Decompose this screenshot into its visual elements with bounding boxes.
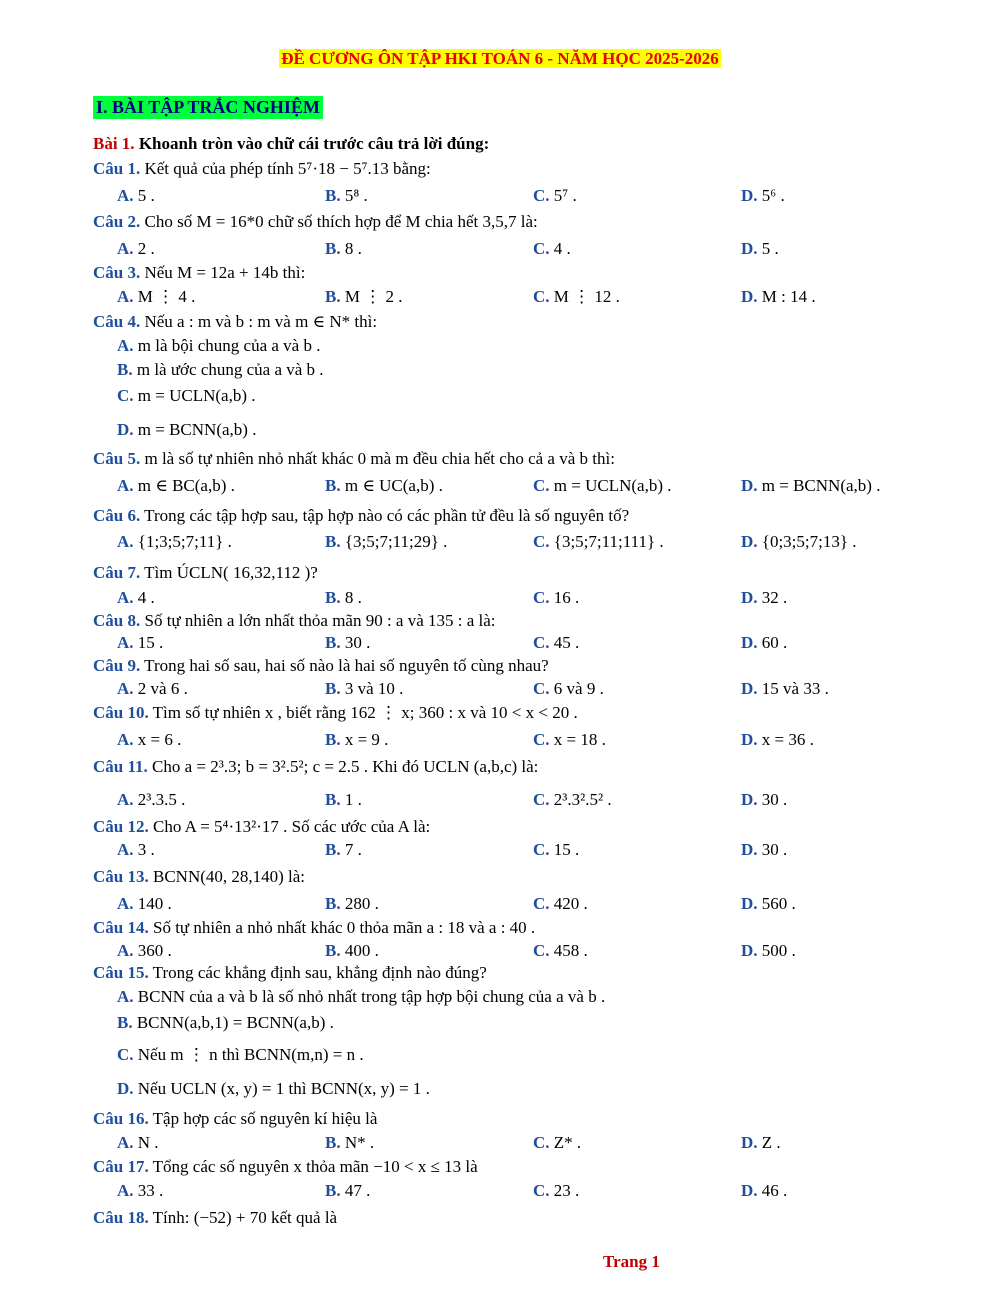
option-text: M ⋮ 2 . — [340, 287, 403, 306]
option-key: C. — [117, 386, 134, 405]
question-text: Cho số M = 16*0 chữ số thích hợp để M chia hết 3,5,7 là: — [140, 212, 538, 231]
option-text: Nếu m ⋮ n thì BCNN(m,n) = n . — [133, 1045, 364, 1064]
question-text: Số tự nhiên a nhỏ nhất khác 0 thỏa mãn a : 18 và a : 40 . — [148, 918, 536, 937]
option-text: 8 . — [340, 239, 362, 258]
option-key: C. — [533, 287, 550, 306]
option-c — [117, 385, 256, 407]
question-text: Tính: (−52) + 70 kết quả là — [148, 1208, 338, 1227]
section-heading: I. BÀI TẬP TRẮC NGHIỆM — [93, 96, 323, 119]
option-c — [533, 839, 579, 861]
option-key: A. — [117, 588, 134, 607]
option-key: B. — [325, 941, 341, 960]
option-text: M ⋮ 12 . — [549, 287, 620, 306]
option-a — [117, 940, 172, 962]
option-a — [117, 185, 155, 207]
option-key: A. — [117, 336, 134, 355]
option-text: 458 . — [549, 941, 588, 960]
question-label: Câu 4. — [93, 312, 141, 331]
option-a — [117, 789, 185, 811]
question-11 — [93, 756, 538, 778]
option-text: m = UCLN(a,b) . — [133, 386, 256, 405]
option-text: 2 và 6 . — [133, 679, 188, 698]
option-key: C. — [533, 186, 550, 205]
option-a — [117, 893, 172, 915]
option-text: 47 . — [340, 1181, 371, 1200]
option-b — [325, 238, 362, 260]
option-text: N* . — [340, 1133, 375, 1152]
question-text: Cho a = 2³.3; b = 3².5²; c = 2.5 . Khi đó UCLN (a,b,c) là: — [147, 757, 539, 776]
question-4 — [93, 311, 377, 333]
option-b — [117, 359, 324, 381]
option-text: 500 . — [757, 941, 796, 960]
option-b — [325, 185, 368, 207]
option-d — [741, 1132, 781, 1154]
option-text: {1;3;5;7;11} . — [133, 532, 232, 551]
option-text: m = UCLN(a,b) . — [549, 476, 672, 495]
option-text: 8 . — [340, 588, 362, 607]
option-text: 4 . — [549, 239, 571, 258]
option-key: A. — [117, 894, 134, 913]
option-key: A. — [117, 1133, 134, 1152]
option-d — [741, 678, 829, 700]
question-label: Câu 12. — [93, 817, 149, 836]
option-key: C. — [533, 588, 550, 607]
option-text: 5⁷ . — [549, 186, 577, 205]
question-10 — [93, 702, 578, 724]
question-12 — [93, 816, 430, 838]
option-d — [741, 286, 816, 308]
option-c — [533, 531, 664, 553]
option-text: 560 . — [757, 894, 796, 913]
option-key: B. — [325, 633, 341, 652]
question-text: Trong các khẳng định sau, khẳng định nào đúng? — [148, 963, 487, 982]
option-key: C. — [117, 1045, 134, 1064]
option-key: D. — [741, 894, 758, 913]
option-text: m = BCNN(a,b) . — [133, 420, 257, 439]
option-b — [325, 1180, 370, 1202]
question-text: Cho A = 5⁴·13²·17 . Số các ước của A là: — [148, 817, 431, 836]
option-key: D. — [741, 239, 758, 258]
option-key: D. — [741, 476, 758, 495]
option-key: D. — [741, 186, 758, 205]
question-2 — [93, 211, 538, 233]
option-key: B. — [325, 239, 341, 258]
option-b — [325, 940, 379, 962]
option-d — [741, 531, 857, 553]
option-key: D. — [741, 840, 758, 859]
option-d — [741, 893, 796, 915]
option-key: D. — [741, 730, 758, 749]
option-c — [533, 729, 606, 751]
option-key: D. — [741, 633, 758, 652]
option-key: D. — [741, 1133, 758, 1152]
option-key: C. — [533, 679, 550, 698]
option-c — [533, 475, 672, 497]
option-key: D. — [741, 790, 758, 809]
option-c — [533, 185, 577, 207]
option-b — [325, 286, 402, 308]
option-b — [325, 789, 362, 811]
page-number: Trang 1 — [603, 1252, 660, 1271]
question-label: Câu 2. — [93, 212, 141, 231]
question-label: Câu 8. — [93, 611, 141, 630]
option-d — [741, 1180, 787, 1202]
question-label: Câu 5. — [93, 449, 141, 468]
option-b — [117, 1012, 334, 1034]
option-d — [741, 789, 787, 811]
option-b — [325, 1132, 374, 1154]
option-key: C. — [533, 894, 550, 913]
question-label: Câu 13. — [93, 867, 149, 886]
option-text: 5⁸ . — [340, 186, 368, 205]
question-label: Câu 10. — [93, 703, 149, 722]
option-key: D. — [117, 1079, 134, 1098]
option-key: B. — [325, 679, 341, 698]
option-text: 60 . — [757, 633, 788, 652]
option-text: 4 . — [133, 588, 155, 607]
option-key: B. — [325, 287, 341, 306]
option-a — [117, 475, 235, 497]
option-text: m ∈ UC(a,b) . — [340, 476, 443, 495]
question-18 — [93, 1207, 337, 1229]
option-c — [533, 1180, 579, 1202]
option-a — [117, 335, 320, 357]
option-key: C. — [533, 476, 550, 495]
option-key: A. — [117, 941, 134, 960]
question-6 — [93, 505, 629, 527]
option-a — [117, 729, 181, 751]
question-16 — [93, 1108, 377, 1130]
option-key: C. — [533, 1181, 550, 1200]
question-label: Câu 16. — [93, 1109, 149, 1128]
option-key: B. — [325, 532, 341, 551]
option-d — [741, 729, 814, 751]
option-a — [117, 986, 605, 1008]
option-a — [117, 587, 155, 609]
option-key: A. — [117, 1181, 134, 1200]
option-text: 32 . — [757, 588, 788, 607]
option-key: B. — [325, 1133, 341, 1152]
question-label: Câu 17. — [93, 1157, 149, 1176]
option-text: 2³.3.5 . — [133, 790, 186, 809]
option-c — [533, 587, 579, 609]
option-text: x = 18 . — [549, 730, 606, 749]
option-key: C. — [533, 1133, 550, 1152]
option-key: A. — [117, 730, 134, 749]
option-key: D. — [741, 588, 758, 607]
option-text: 400 . — [340, 941, 379, 960]
question-text: Kết quả của phép tính 5⁷·18 − 5⁷.13 bằng: — [140, 159, 431, 178]
option-d — [741, 475, 880, 497]
option-text: 15 . — [549, 840, 580, 859]
option-a — [117, 1180, 163, 1202]
option-key: B. — [325, 588, 341, 607]
option-text: M ⋮ 4 . — [133, 287, 196, 306]
option-a — [117, 678, 188, 700]
option-d — [741, 185, 785, 207]
option-text: 6 và 9 . — [549, 679, 604, 698]
option-text: 30 . — [340, 633, 371, 652]
question-label: Câu 7. — [93, 563, 141, 582]
option-key: B. — [325, 186, 341, 205]
option-text: Nếu UCLN (x, y) = 1 thì BCNN(x, y) = 1 . — [133, 1079, 430, 1098]
option-key: B. — [117, 360, 133, 379]
question-7 — [93, 562, 318, 584]
option-key: C. — [533, 239, 550, 258]
option-b — [325, 632, 370, 654]
option-key: C. — [533, 633, 550, 652]
option-c — [533, 632, 579, 654]
question-9 — [93, 655, 549, 677]
option-a — [117, 238, 155, 260]
option-d — [741, 632, 787, 654]
question-13 — [93, 866, 305, 888]
option-key: B. — [325, 1181, 341, 1200]
option-text: M : 14 . — [757, 287, 816, 306]
option-key: B. — [325, 730, 341, 749]
option-d — [117, 1078, 430, 1100]
question-label: Câu 9. — [93, 656, 141, 675]
option-b — [325, 729, 388, 751]
option-text: 7 . — [340, 840, 362, 859]
option-text: {3;5;7;11;29} . — [340, 532, 448, 551]
question-text: Tổng các số nguyên x thỏa mãn −10 < x ≤ 13 là — [148, 1157, 478, 1176]
option-c — [533, 789, 612, 811]
option-text: 3 . — [133, 840, 155, 859]
question-label: Câu 1. — [93, 159, 141, 178]
page-title-text: ĐỀ CƯƠNG ÔN TẬP HKI TOÁN 6 - NĂM HỌC 2025-2026 — [281, 49, 719, 68]
option-d — [117, 419, 256, 441]
page-title — [0, 49, 1000, 69]
option-key: A. — [117, 987, 134, 1006]
question-text: Trong các tập hợp sau, tập hợp nào có các phần tử đều là số nguyên tố? — [140, 506, 630, 525]
option-text: 15 . — [133, 633, 164, 652]
question-text: Tìm ÚCLN( 16,32,112 )? — [140, 563, 318, 582]
question-label: Câu 14. — [93, 918, 149, 937]
question-text: Số tự nhiên a lớn nhất thỏa mãn 90 : a và 135 : a là: — [140, 611, 496, 630]
option-text: 5 . — [757, 239, 779, 258]
option-key: A. — [117, 287, 134, 306]
option-text: BCNN(a,b,1) = BCNN(a,b) . — [132, 1013, 334, 1032]
option-text: 45 . — [549, 633, 580, 652]
option-text: x = 36 . — [757, 730, 814, 749]
question-text: Nếu a : m và b : m và m ∈ N* thì: — [140, 312, 378, 331]
option-key: A. — [117, 532, 134, 551]
option-c — [533, 1132, 581, 1154]
option-d — [741, 839, 787, 861]
option-text: x = 6 . — [133, 730, 182, 749]
option-text: x = 9 . — [340, 730, 389, 749]
question-label: Câu 11. — [93, 757, 148, 776]
option-text: 280 . — [340, 894, 379, 913]
option-key: D. — [741, 941, 758, 960]
option-text: 16 . — [549, 588, 580, 607]
option-d — [741, 238, 779, 260]
option-d — [741, 587, 787, 609]
option-key: B. — [117, 1013, 133, 1032]
option-text: 2 . — [133, 239, 155, 258]
option-a — [117, 632, 163, 654]
option-c — [533, 893, 588, 915]
question-1 — [93, 158, 431, 180]
option-key: B. — [325, 840, 341, 859]
option-key: C. — [533, 941, 550, 960]
option-text: 15 và 33 . — [757, 679, 829, 698]
question-text: Trong hai số sau, hai số nào là hai số nguyên tố cùng nhau? — [140, 656, 549, 675]
option-key: D. — [117, 420, 134, 439]
option-b — [325, 893, 379, 915]
option-key: A. — [117, 840, 134, 859]
option-text: 3 và 10 . — [340, 679, 404, 698]
option-text: m = BCNN(a,b) . — [757, 476, 881, 495]
option-text: m là ước chung của a và b . — [132, 360, 324, 379]
option-b — [325, 678, 403, 700]
option-key: A. — [117, 790, 134, 809]
question-label: Câu 3. — [93, 263, 141, 282]
option-text: 360 . — [133, 941, 172, 960]
option-key: A. — [117, 239, 134, 258]
question-text: BCNN(40, 28,140) là: — [148, 867, 306, 886]
option-text: 5 . — [133, 186, 155, 205]
question-text: Tập hợp các số nguyên kí hiệu là — [148, 1109, 378, 1128]
option-d — [741, 940, 796, 962]
exercise-text: Khoanh tròn vào chữ cái trước câu trả lời đúng: — [134, 134, 490, 153]
option-text: 420 . — [549, 894, 588, 913]
option-c — [533, 678, 604, 700]
option-key: B. — [325, 894, 341, 913]
question-label: Câu 18. — [93, 1208, 149, 1227]
option-key: B. — [325, 476, 341, 495]
question-8 — [93, 610, 496, 632]
option-a — [117, 1132, 159, 1154]
question-label: Câu 15. — [93, 963, 149, 982]
question-5 — [93, 448, 615, 470]
option-text: 30 . — [757, 790, 788, 809]
option-key: C. — [533, 840, 550, 859]
option-c — [533, 238, 571, 260]
option-text: 33 . — [133, 1181, 164, 1200]
option-key: C. — [533, 532, 550, 551]
question-15 — [93, 962, 487, 984]
option-text: {3;5;7;11;111} . — [549, 532, 664, 551]
question-text: Tìm số tự nhiên x , biết rằng 162 ⋮ x; 360 : x và 10 < x < 20 . — [148, 703, 578, 722]
option-key: C. — [533, 730, 550, 749]
question-text: m là số tự nhiên nhỏ nhất khác 0 mà m đều chia hết cho cả a và b thì: — [140, 449, 615, 468]
option-key: A. — [117, 679, 134, 698]
exercise-label: Bài 1. — [93, 134, 135, 153]
option-key: D. — [741, 679, 758, 698]
option-text: Z . — [757, 1133, 781, 1152]
option-text: 30 . — [757, 840, 788, 859]
question-label: Câu 6. — [93, 506, 141, 525]
question-14 — [93, 917, 535, 939]
option-text: 46 . — [757, 1181, 788, 1200]
option-c — [533, 940, 588, 962]
option-text: 23 . — [549, 1181, 580, 1200]
option-text: 5⁶ . — [757, 186, 785, 205]
option-a — [117, 531, 232, 553]
option-c — [533, 286, 620, 308]
option-key: D. — [741, 1181, 758, 1200]
option-key: A. — [117, 186, 134, 205]
option-text: 140 . — [133, 894, 172, 913]
option-b — [325, 475, 443, 497]
option-b — [325, 531, 447, 553]
option-text: 2³.3².5² . — [549, 790, 612, 809]
option-text: m là bội chung của a và b . — [133, 336, 321, 355]
option-c — [117, 1044, 364, 1066]
option-text: N . — [133, 1133, 159, 1152]
question-text: Nếu M = 12a + 14b thì: — [140, 263, 306, 282]
option-text: m ∈ BC(a,b) . — [133, 476, 235, 495]
option-key: D. — [741, 532, 758, 551]
option-a — [117, 286, 195, 308]
option-key: D. — [741, 287, 758, 306]
option-text: {0;3;5;7;13} . — [757, 532, 857, 551]
question-3 — [93, 262, 305, 284]
option-text: 1 . — [340, 790, 362, 809]
option-key: B. — [325, 790, 341, 809]
option-key: A. — [117, 476, 134, 495]
option-key: C. — [533, 790, 550, 809]
option-b — [325, 839, 362, 861]
option-text: Z* . — [549, 1133, 582, 1152]
exercise-heading — [93, 133, 489, 155]
option-text: BCNN của a và b là số nhỏ nhất trong tập hợp bội chung của a và b . — [133, 987, 606, 1006]
question-17 — [93, 1156, 478, 1178]
option-b — [325, 587, 362, 609]
option-a — [117, 839, 155, 861]
option-key: A. — [117, 633, 134, 652]
